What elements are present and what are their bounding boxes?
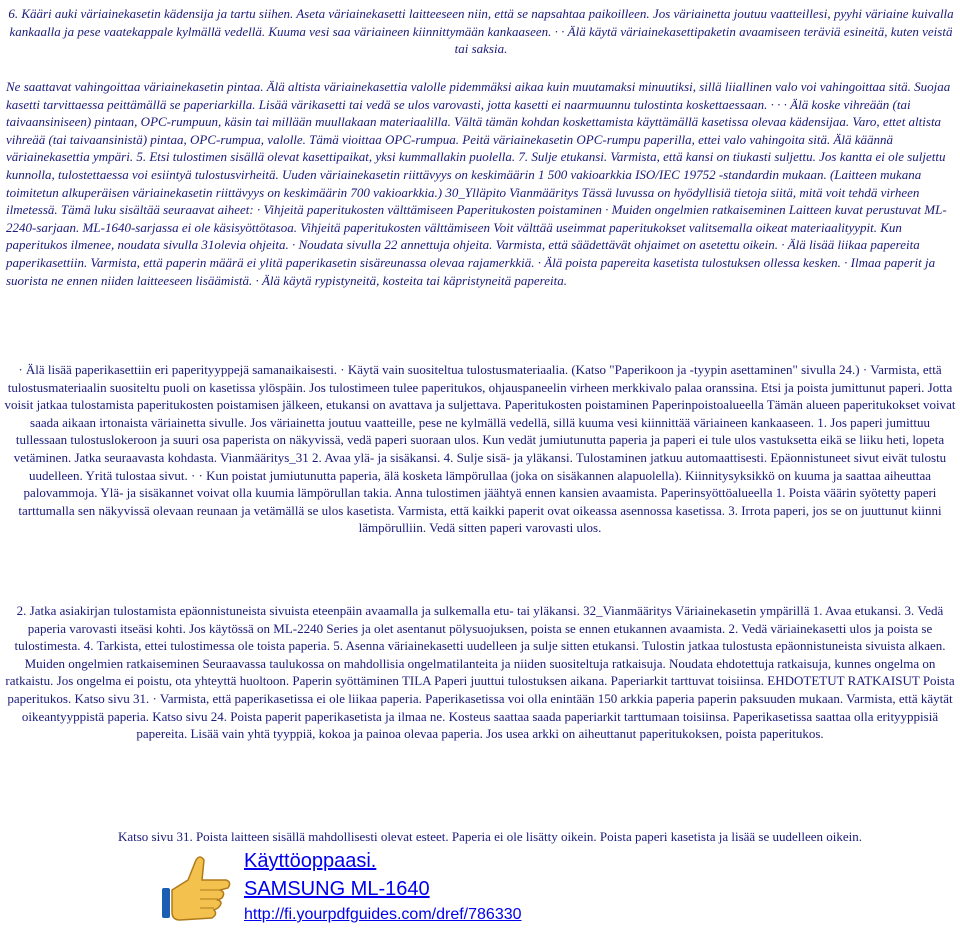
url-link[interactable]: http://fi.yourpdfguides.com/dref/786330 [244,906,522,923]
paragraph-paper-jams: · Älä lisää paperikasettiin eri paperityyppejä samanaikaisesti. · Käytä vain suositeltua tulostusmateriaalia. (Katso "Paperikoon ja -tyypin asettaminen" sivulla 24.) · Varmista, että tulostusmateriaalin suositeltu puoli on kasetissa ylöspäin. Jos tulostimeen tulee paperitukos, ohjauspaneelin virheen merkkivalo palaa oranssina. Etsi ja poista jumittunut paperi. Jotta voisit jatkaa tulostamista paperitukosten poistamisen jälkeen, etukansi on avattava ja suljettava. Paperitukosten poistaminen Paperinpoistoalueella Tämän alueen paperitukokset voivat saada aikaan irtonaista väriainetta sivulle. Jos väriainetta joutuu vaatteille, pese ne kylmällä vedellä, sillä kuuma vesi kiinnittää väriaineen kankaaseen. 1. Jos paperi jumittuu tullessaan tulostuslokeroon ja suuri osa paperista on näkyvissä, vedä paperi suoraan ulos. Kun vedät jumiutunutta paperia ja paperi ei tule ulos vastuksetta eikä se liiku heti, lopeta vetäminen. Jatka seuraavasta kohdasta. Vianmääritys_31 2. Avaa ylä- ja sisäkansi. 4. Sulje sisä- ja yläkansi. Tulostaminen jatkuu automaattisesti. Epäonnistuneet sivut eivät tulostu uudelleen. Yritä tulostaa sivut. · · Kun poistat jumiutunutta paperia, älä kosketa lämpörullaa (joka on sisäkannen alapuolella). Kiinnitysyksikkö on kuuma ja saattaa aiheuttaa palovammoja. Ylä- ja sisäkannet voivat olla kuumia lämpörullan takia. Anna tulostimen jäähtyä ennen kansien avaamista. Paperinsyöttöalueella 1. Poista väärin syötetty paperi tarttumalla sen näkyvissä olevaan reunaan ja vetämällä se ulos kasetista. Varmista, että kaikki paperit ovat oikeassa asennossa kasetissa. 3. Irrota paperi, jos se on juuttunut kiinni lämpörulliin. Vedä sitten paperi varovasti ulos. [4,362,956,536]
hand-pointer-icon [160,852,236,928]
paragraph-paper-feed: Katso sivu 31. Poista laitteen sisällä mahdollisesti olevat esteet. Paperia ei ole lisätty oikein. Poista paperi kasetista ja lisää se uudelleen oikein. [117,829,863,844]
product-link[interactable]: SAMSUNG ML-1640 [244,878,430,900]
paragraph-toner-care: Ne saattavat vahingoittaa väriainekasetin pintaa. Älä altista väriainekasettia valolle pidemmäksi aikaa kuin muutamaksi minuutiksi, sillä liiallinen valo voi vahingoittaa sitä. Suojaa kasetti tarvittaessa peittämällä se paperiarkilla. Lisää värikasetti tai vedä se ulos varovasti, jotta kasetti ei naarmuunnu tulostinta koskettaessaan. · · · Älä koske vihreään (tai taivaansiniseen) pintaan, OPC-rumpuun, käsin tai millään muullakaan materiaalilla. Vältä tämän kohdan koskettamista käyttämällä kasetissa olevaa kädensijaa. Varo, ettet altista vihreää (tai taivaansinistä) pintaa, OPC-rumpua, valolle. Tämä vioittaa OPC-rumpua. Peitä väriainekasetin OPC-rumpu paperilla, ettei valo vahingoita sitä. Älä käännä väriainekasettia ympäri. 5. Etsi tulostimen sisällä olevat kasettipaikat, yksi kummallakin puolella. 7. Sulje etukansi. Varmista, että kansi on tiukasti suljettu. Jos kantta ei ole suljettu kunnolla, tulostettaessa voi esiintyä tulostusvirheitä. Uuden väriainekasetin riittävyys on keskimäärin 1 500 vakioarkkia ISO/IEC 19752 -standardin mukaan. (Laitteen mukana toimitetun alkuperäisen väriainekasetin riittävyys on keskimäärin 700 vakioarkkia.) 30_Ylläpito Vianmääritys Tässä luvussa on hyödyllisiä tietoja siitä, mitä voit tehdä virheen ilmetessä. Tämä luku sisältää seuraavat aiheet: · Vihjeitä paperitukosten välttämiseen Paperitukosten poistaminen · Muiden ongelmien ratkaiseminen Laitteen kuvat perustuvat ML-2240-sarjaan. ML-1640-sarjassa ei ole käsisyöttötasoa. Vihjeitä paperitukosten välttämiseen Voit välttää useimmat paperitukokset valitsemalla oikeat materiaalityypit. Kun paperitukos ilmenee, noudata sivulla 31olevia ohjeita. · Noudata sivulla 22 annettuja ohjeita. Varmista, että säädettävät ohjaimet on asetettu oikein. · Älä lisää liikaa papereita paperikasettiin. Varmista, että paperin määrä ei ylitä paperikasetin sisäreunassa olevaa rajamerkkiä. · Älä poista papereita kasetista tulostuksen ollessa kesken. · Ilmaa paperit ja suorista ne ennen niiden laitteeseen lisäämistä. · Älä käytä rypistyneitä, kosteita tai käpristyneitä papereita. [6,79,951,288]
paragraph-toner-install: 6. Kääri auki väriainekasetin kädensija ja tartu siihen. Aseta väriainekasetti laitteeseen niin, että se napsahtaa paikoilleen. Jos väriainetta joutuu vaatteillesi, pyyhi väriaine kuivalla kankaalla ja pese vaatekappale kylmällä vedellä. Kuuma vesi saa väriaineen kiinnittymään kankaaseen. · · Älä käytä väriainekasettipaketin avaamiseen teräviä esineitä, kuten veistä tai saksia. [8,6,954,57]
footer-links [160,848,600,943]
user-guide-link[interactable]: Käyttöoppaasi. [244,850,377,872]
paragraph-troubleshooting: 2. Jatka asiakirjan tulostamista epäonnistuneista sivuista eteenpäin avaamalla ja sulkemalla etu- tai yläkansi. 32_Vianmääritys Väriainekasetin ympärillä 1. Avaa etukansi. 3. Vedä paperia varovasti itseäsi kohti. Jos käytössä on ML-2240 Series ja olet asentanut pölysuojuksen, poista se ennen etukannen avaamista. 2. Vedä väriainekasetti ulos ja poista se tulostimesta. 4. Tarkista, ettei tulostimessa ole toista paperia. 5. Asenna väriainekasetti uudelleen ja sulje sitten etukansi. Tulostin jatkaa tulostusta epäonnistuneista sivuista alkaen. Muiden ongelmien ratkaiseminen Seuraavassa taulukossa on mahdollisia ongelmatilanteita ja niiden suositeltuja ratkaisuja. Noudata ehdotettuja ratkaisuja, kunnes ongelma on ratkaistu. Jos ongelma ei poistu, ota yhteyttä huoltoon. Paperin syöttäminen TILA Paperi juuttui tulostuksen aikana. Paperiarkit tarttuvat toisiinsa. EHDOTETUT RATKAISUT Poista paperitukos. Katso sivu 31. · Varmista, että paperikasetissa ei ole liikaa paperia. Paperikasetissa voi olla enintään 150 arkkia paperia paperin paksuuden mukaan. Varmista, että käytät oikeantyyppistä paperia. Katso sivu 24. Poista paperit paperikasetista ja ilmaa ne. Kosteus saattaa saada paperiarkit tarttumaan toisiinsa. Paperikasetissa saattaa olla erityyppisiä papereita. Lisää vain yhtä tyyppiä, kokoa ja painoa olevaa paperia. Jos usea arkki on aiheuttanut paperitukoksen, poista paperitukos. [5,603,955,742]
